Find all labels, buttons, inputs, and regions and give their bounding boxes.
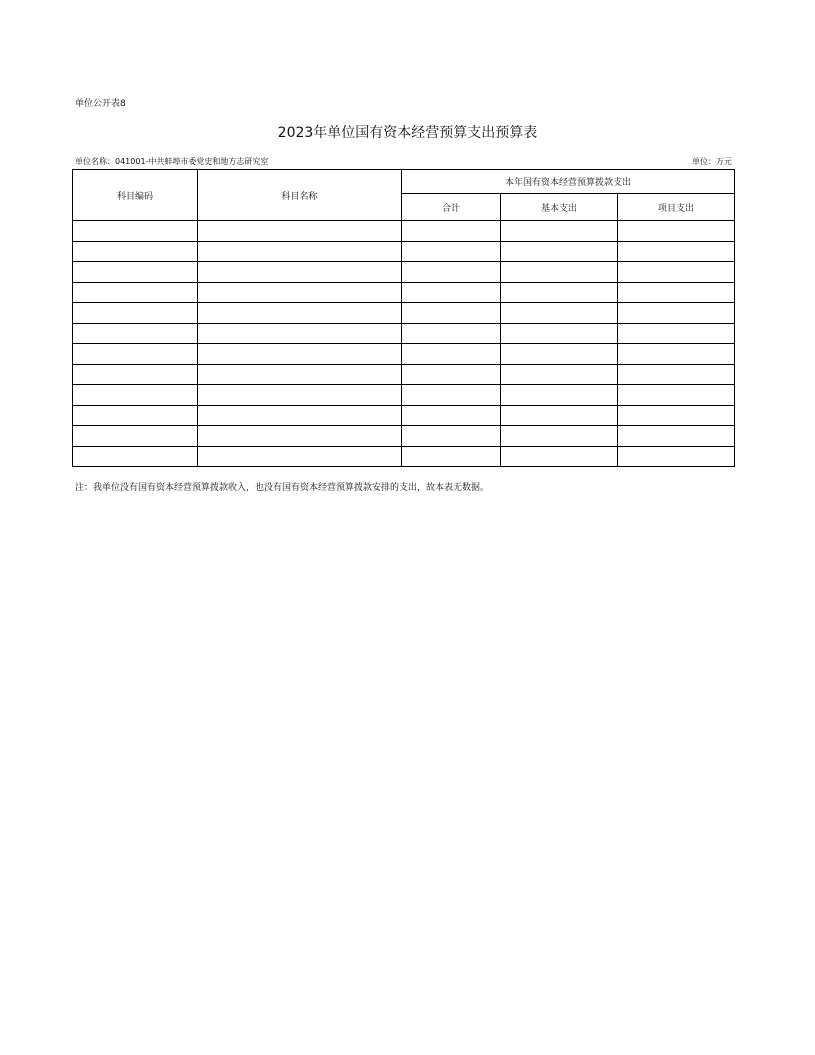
cell-basic (501, 282, 618, 303)
table-row (73, 221, 735, 242)
cell-project (618, 405, 735, 426)
cell-subject-name (198, 446, 402, 467)
table-header-row (73, 170, 735, 194)
cell-basic (501, 262, 618, 283)
footnote: 注：我单位没有国有资本经营预算拨款收入，也没有国有资本经营预算拨款安排的支出，故本表无数据。 (75, 483, 490, 493)
table-row (73, 241, 735, 262)
cell-total (402, 405, 501, 426)
table-row (73, 344, 735, 365)
cell-basic (501, 303, 618, 324)
cell-project (618, 241, 735, 262)
cell-subject-code (73, 221, 198, 242)
header-basic: 基本支出 (501, 194, 618, 221)
cell-basic (501, 405, 618, 426)
unit-name: 单位名称：041001-中共蚌埠市委党史和地方志研究室 (75, 157, 269, 166)
cell-subject-code (73, 303, 198, 324)
cell-subject-name (198, 303, 402, 324)
table-row (73, 405, 735, 426)
cell-total (402, 426, 501, 447)
meta-row (72, 156, 734, 168)
header-expenditure-group: 本年国有资本经营预算拨款支出 (402, 170, 735, 194)
table-body (73, 221, 735, 467)
cell-subject-code (73, 446, 198, 467)
form-code: 单位公开表8 (75, 99, 126, 109)
cell-subject-name (198, 344, 402, 365)
cell-project (618, 446, 735, 467)
cell-subject-name (198, 323, 402, 344)
table-row (73, 426, 735, 447)
cell-total (402, 303, 501, 324)
cell-subject-name (198, 221, 402, 242)
cell-subject-name (198, 385, 402, 406)
cell-total (402, 446, 501, 467)
cell-subject-code (73, 323, 198, 344)
cell-subject-name (198, 241, 402, 262)
cell-total (402, 385, 501, 406)
header-subject-code: 科目编码 (73, 170, 198, 221)
table-row (73, 282, 735, 303)
cell-subject-code (73, 282, 198, 303)
cell-subject-code (73, 364, 198, 385)
cell-subject-code (73, 344, 198, 365)
cell-basic (501, 221, 618, 242)
cell-subject-code (73, 426, 198, 447)
cell-basic (501, 446, 618, 467)
cell-project (618, 385, 735, 406)
cell-total (402, 262, 501, 283)
table-row (73, 262, 735, 283)
cell-subject-name (198, 282, 402, 303)
cell-basic (501, 344, 618, 365)
cell-subject-name (198, 262, 402, 283)
header-subject-name: 科目名称 (198, 170, 402, 221)
cell-project (618, 303, 735, 324)
cell-total (402, 323, 501, 344)
header-project: 项目支出 (618, 194, 735, 221)
cell-total (402, 221, 501, 242)
budget-table (72, 169, 735, 467)
cell-subject-name (198, 364, 402, 385)
table-row (73, 385, 735, 406)
cell-subject-code (73, 385, 198, 406)
cell-subject-code (73, 262, 198, 283)
cell-project (618, 344, 735, 365)
cell-basic (501, 426, 618, 447)
cell-total (402, 282, 501, 303)
cell-project (618, 364, 735, 385)
table-row (73, 446, 735, 467)
table-row (73, 303, 735, 324)
table-row (73, 323, 735, 344)
cell-basic (501, 364, 618, 385)
cell-total (402, 344, 501, 365)
cell-basic (501, 385, 618, 406)
cell-basic (501, 241, 618, 262)
cell-total (402, 241, 501, 262)
header-total: 合计 (402, 194, 501, 221)
cell-subject-code (73, 241, 198, 262)
cell-subject-code (73, 405, 198, 426)
cell-project (618, 282, 735, 303)
cell-total (402, 364, 501, 385)
cell-project (618, 262, 735, 283)
page-title: 2023年单位国有资本经营预算支出预算表 (277, 125, 538, 141)
cell-project (618, 221, 735, 242)
cell-project (618, 426, 735, 447)
cell-project (618, 323, 735, 344)
cell-subject-name (198, 405, 402, 426)
cell-subject-name (198, 426, 402, 447)
table-row (73, 364, 735, 385)
cell-basic (501, 323, 618, 344)
currency-unit: 单位：万元 (692, 157, 732, 166)
